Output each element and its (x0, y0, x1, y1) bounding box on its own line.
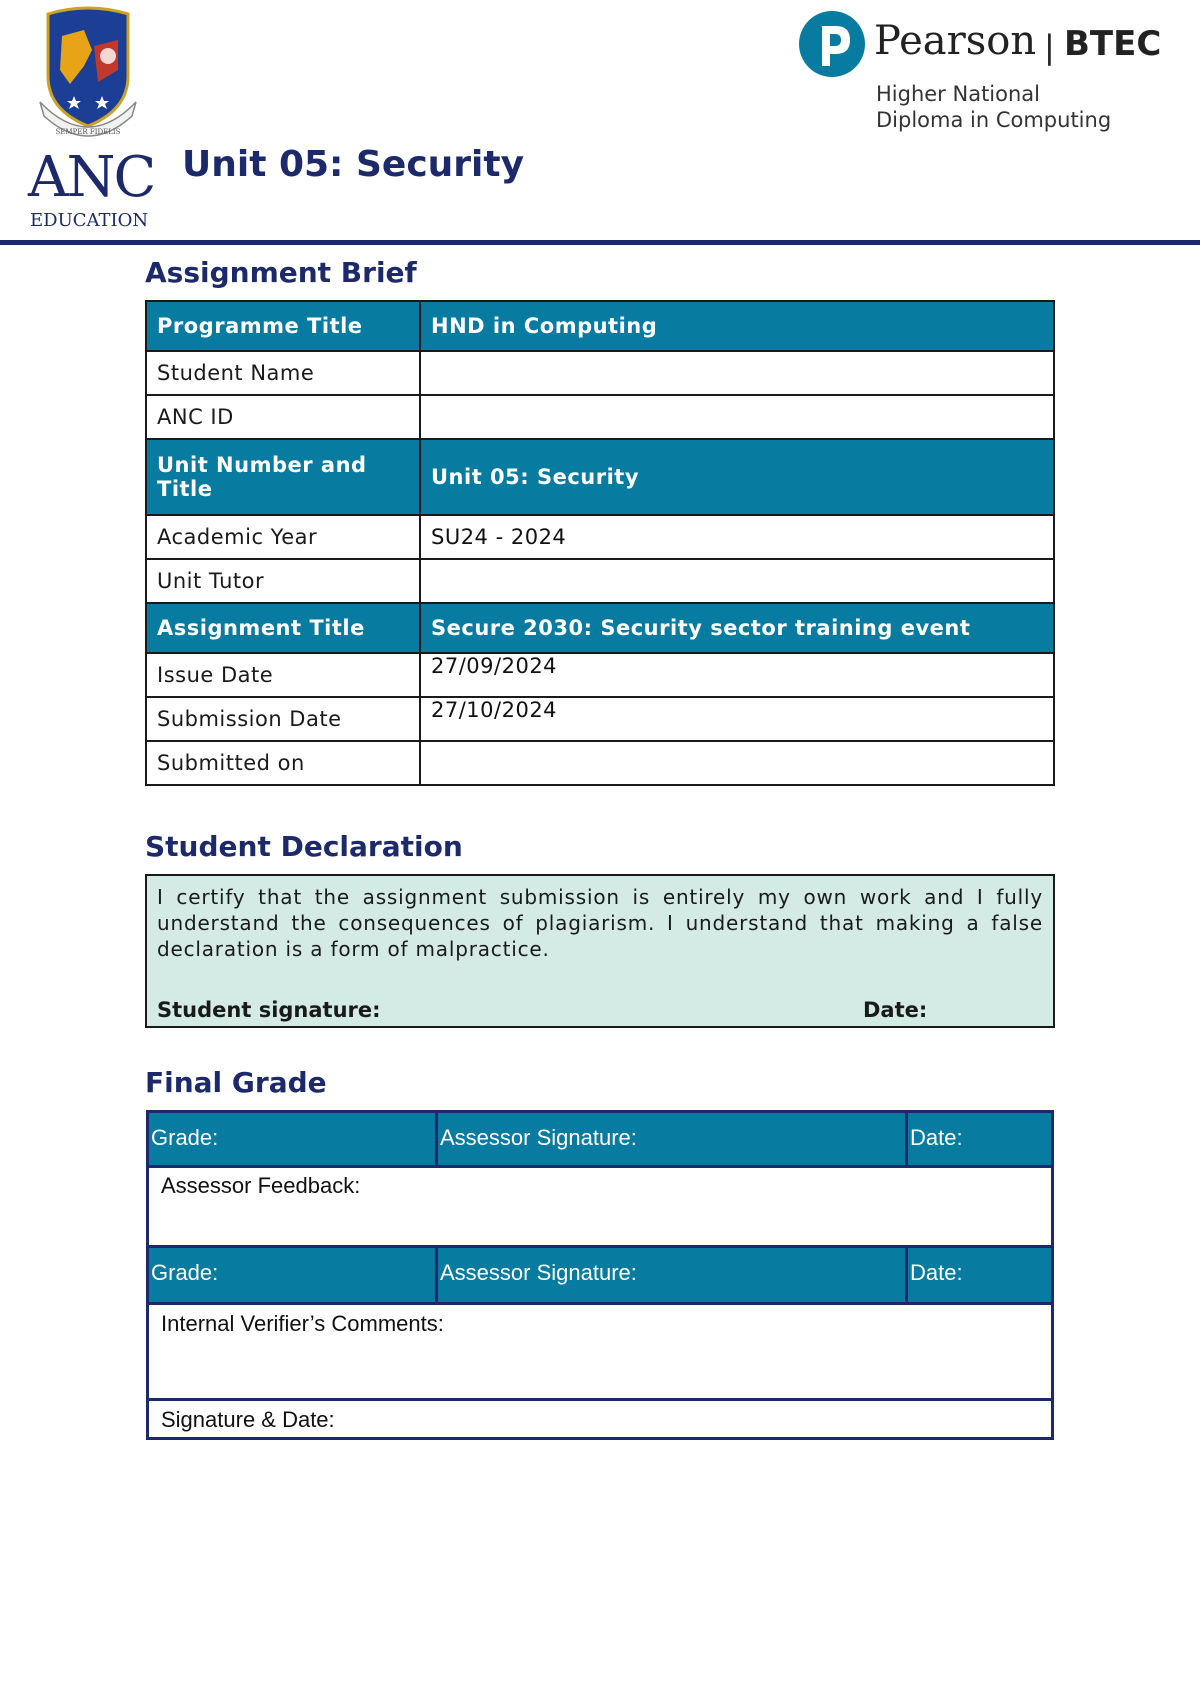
row-label: Unit Number and Title (146, 439, 420, 515)
row-label: Student Name (146, 351, 420, 395)
row-value: Unit 05: Security (420, 439, 1054, 515)
table-row (146, 515, 1054, 559)
internal-verifier-label: Internal Verifier’s Comments: (161, 1311, 444, 1336)
pearson-p-icon (798, 10, 866, 78)
row-label: Submitted on (146, 741, 420, 785)
assessor-signature-label: Assessor Signature: (435, 1248, 905, 1302)
row-label: Submission Date (146, 697, 420, 741)
grade-label: Grade: (151, 1260, 219, 1285)
final-grade-heading: Final Grade (145, 1066, 327, 1099)
assignment-brief-heading: Assignment Brief (145, 256, 417, 289)
row-value: Secure 2030: Security sector training event (420, 603, 1054, 653)
final-grade-box (146, 1110, 1054, 1440)
declaration-box (145, 874, 1055, 1028)
row-value: 27/09/2024 (420, 653, 1054, 697)
awarding-body-name: Pearson (874, 18, 1037, 64)
row-label: Unit Tutor (146, 559, 420, 603)
row-value: HND in Computing (420, 301, 1054, 351)
qualification-line-2: Diploma in Computing (876, 108, 1112, 132)
grade-header-row-1 (149, 1110, 1051, 1168)
anc-crest-icon (34, 6, 142, 142)
brand-separator: | (1044, 28, 1055, 66)
table-row (146, 741, 1054, 785)
declaration-heading: Student Declaration (145, 830, 463, 863)
table-row (146, 559, 1054, 603)
declaration-text: I certify that the assignment submission is entirely my own work and I fully understand the consequences of plagiarism. I understand that making a false declaration is a form of malpractice. (157, 885, 1043, 961)
anc-id-value[interactable] (420, 395, 1054, 439)
table-row (146, 697, 1054, 741)
row-value: SU24 - 2024 (420, 515, 1054, 559)
table-row (146, 603, 1054, 653)
row-label: Programme Title (146, 301, 420, 351)
institution-subtitle: EDUCATION (30, 210, 149, 231)
row-label: Academic Year (146, 515, 420, 559)
svg-text:SEMPER FIDELIS: SEMPER FIDELIS (55, 128, 121, 136)
submitted-on-value[interactable] (420, 741, 1054, 785)
table-row (146, 653, 1054, 697)
signature-date-label: Signature & Date: (161, 1407, 335, 1432)
row-label: Issue Date (146, 653, 420, 697)
grade-header-row-2 (149, 1245, 1051, 1305)
table-row (146, 439, 1054, 515)
qualification-brand: BTEC (1064, 24, 1162, 64)
student-signature-label: Student signature: (157, 998, 381, 1022)
grade-label: Grade: (151, 1125, 219, 1150)
assessor-signature-label: Assessor Signature: (435, 1113, 905, 1165)
row-divider (149, 1398, 1051, 1401)
date-label: Date: (905, 1113, 1051, 1165)
assignment-brief-table (145, 300, 1055, 786)
row-label: Assignment Title (146, 603, 420, 653)
institution-name: ANC (28, 145, 155, 210)
declaration-date-label: Date: (863, 998, 928, 1022)
assessor-feedback-label: Assessor Feedback: (161, 1173, 361, 1198)
header-divider (0, 240, 1200, 245)
table-row (146, 301, 1054, 351)
row-label: ANC ID (146, 395, 420, 439)
student-name-value[interactable] (420, 351, 1054, 395)
date-label: Date: (905, 1248, 1051, 1302)
table-row (146, 395, 1054, 439)
row-value: 27/10/2024 (420, 697, 1054, 741)
page-title: Unit 05: Security (182, 144, 525, 185)
qualification-line-1: Higher National (876, 82, 1041, 106)
unit-tutor-value[interactable] (420, 559, 1054, 603)
table-row (146, 351, 1054, 395)
